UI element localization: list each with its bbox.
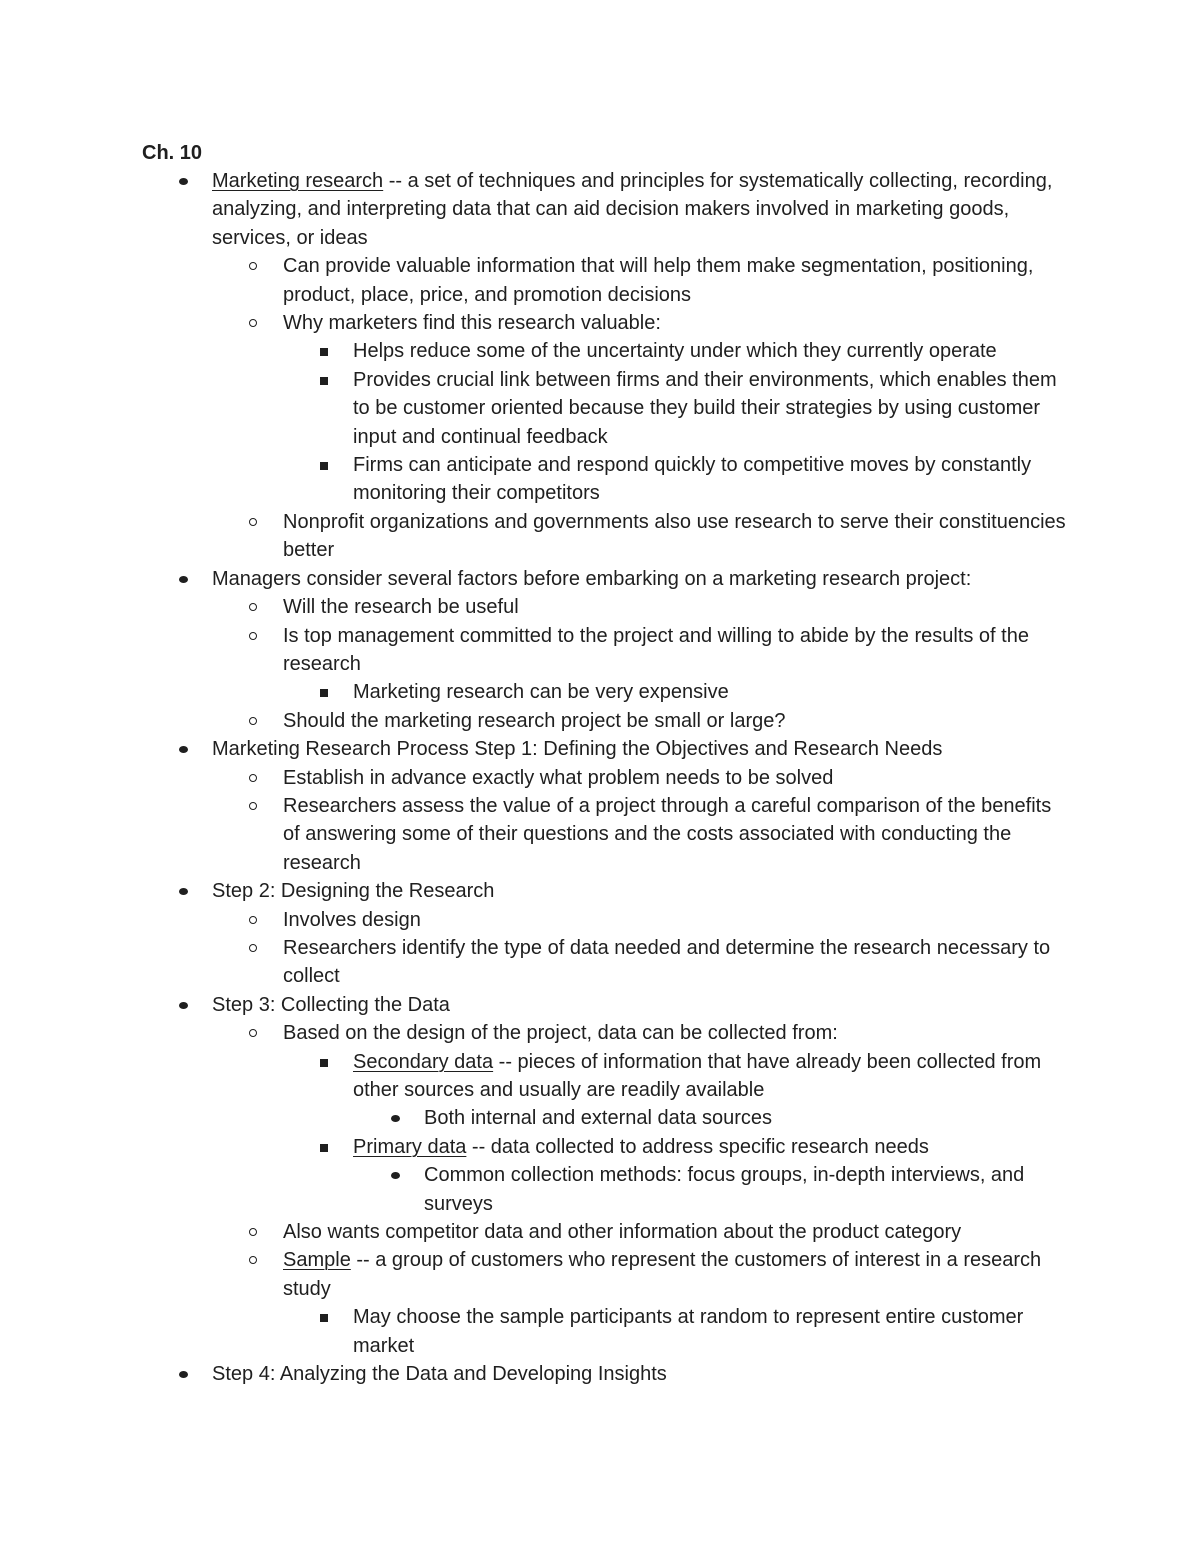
item-text: Provides crucial link between firms and their environments, which enables them to be customer oriented because they build their strategies by using customer input and continual feedback (353, 368, 1057, 448)
square-bullet-icon (320, 1144, 328, 1152)
item-text: Step 4: Analyzing the Data and Developing Insights (212, 1363, 667, 1386)
item-text: Common collection methods: focus groups, in-depth interviews, and surveys (424, 1164, 1025, 1215)
item-text: Should the marketing research project be small or large? (283, 709, 786, 732)
hollow-bullet-icon (249, 603, 257, 611)
term: Primary data (353, 1135, 467, 1158)
list-item (142, 565, 1072, 593)
item-text: -- a group of customers who represent the customers of interest in a research study (283, 1249, 1042, 1300)
item-text: Establish in advance exactly what problem needs to be solved (283, 766, 834, 789)
list-item (142, 991, 1072, 1019)
item-text: Researchers identify the type of data needed and determine the research necessary to collect (283, 936, 1051, 988)
notes-list (142, 167, 1072, 1388)
term: Sample (283, 1249, 351, 1272)
filled-bullet-icon (179, 888, 188, 895)
hollow-bullet-icon (249, 262, 257, 270)
item-text: Nonprofit organizations and governments also use research to serve their constituencies better (283, 510, 1066, 562)
list-item (142, 366, 1072, 451)
hollow-bullet-icon (249, 916, 257, 924)
list-item (142, 707, 1072, 735)
term: Secondary data (353, 1050, 494, 1073)
filled-bullet-icon (179, 746, 188, 753)
hollow-bullet-icon (249, 1228, 257, 1236)
list-item (142, 1019, 1072, 1047)
filled-bullet-icon (179, 576, 188, 583)
item-text: Marketing research can be very expensive (353, 681, 729, 704)
item-text: Also wants competitor data and other information about the product category (283, 1221, 962, 1244)
list-item (142, 508, 1072, 565)
list-item (142, 735, 1072, 763)
hollow-bullet-icon (249, 717, 257, 725)
list-item (142, 1360, 1072, 1388)
hollow-bullet-icon (249, 802, 257, 810)
list-item (142, 451, 1072, 508)
item-text: Based on the design of the project, data can be collected from: (283, 1022, 838, 1045)
list-item (142, 1048, 1072, 1105)
list-item (142, 877, 1072, 905)
hollow-bullet-icon (249, 1029, 257, 1037)
item-text: Marketing Research Process Step 1: Defining the Objectives and Research Needs (212, 738, 943, 761)
item-text: Can provide valuable information that will help them make segmentation, positioning, product, place, price, and promotion decisions (283, 255, 1034, 306)
item-text: Researchers assess the value of a project through a careful comparison of the benefits of answering some of their questions and the costs associated with conducting the research (283, 794, 1052, 874)
list-item (142, 167, 1072, 252)
chapter-heading: Ch. 10 (142, 142, 203, 164)
item-text: Both internal and external data sources (424, 1107, 772, 1130)
item-text: Managers consider several factors before embarking on a marketing research project: (212, 567, 972, 590)
filled-bullet-icon (391, 1172, 400, 1179)
item-text: Step 3: Collecting the Data (212, 993, 450, 1016)
hollow-bullet-icon (249, 774, 257, 782)
list-item (142, 252, 1072, 309)
list-item (142, 906, 1072, 934)
list-item (142, 1303, 1072, 1360)
list-item (142, 934, 1072, 991)
item-text: Is top management committed to the project and willing to abide by the results of the research (283, 624, 1029, 675)
list-item (142, 678, 1072, 706)
hollow-bullet-icon (249, 944, 257, 952)
hollow-bullet-icon (249, 518, 257, 526)
item-text: -- pieces of information that have already been collected from other sources and usually are readily available (353, 1050, 1042, 1101)
list-item (142, 1104, 1072, 1132)
filled-bullet-icon (179, 178, 188, 185)
item-text: Involves design (283, 908, 421, 931)
item-text: -- data collected to address specific research needs (466, 1135, 929, 1158)
item-text: Helps reduce some of the uncertainty under which they currently operate (353, 340, 997, 363)
filled-bullet-icon (179, 1371, 188, 1378)
list-item (142, 764, 1072, 792)
document-body (142, 139, 1072, 1388)
list-item (142, 593, 1072, 621)
hollow-bullet-icon (249, 319, 257, 327)
item-text: Will the research be useful (283, 596, 519, 619)
list-item (142, 792, 1072, 877)
list-item (142, 309, 1072, 337)
item-text: Firms can anticipate and respond quickly to competitive moves by constantly monitoring their competitors (353, 454, 1032, 505)
filled-bullet-icon (179, 1002, 188, 1009)
square-bullet-icon (320, 348, 328, 356)
square-bullet-icon (320, 1059, 328, 1067)
list-item (142, 1161, 1072, 1218)
filled-bullet-icon (391, 1115, 400, 1122)
list-item (142, 1133, 1072, 1161)
list-item (142, 1218, 1072, 1246)
item-text: May choose the sample participants at random to represent entire customer market (353, 1306, 1024, 1357)
term: Marketing research (212, 170, 384, 192)
square-bullet-icon (320, 1314, 328, 1322)
list-item (142, 337, 1072, 365)
item-text: -- a set of techniques and principles for systematically collecting, recording, analyzing, and interpreting data that can aid decision makers involved in marketing goods, services, or ideas (212, 170, 1053, 249)
list-item (142, 1246, 1072, 1303)
list-item (142, 622, 1072, 679)
square-bullet-icon (320, 377, 328, 385)
square-bullet-icon (320, 462, 328, 470)
item-text: Why marketers find this research valuable: (283, 312, 661, 335)
hollow-bullet-icon (249, 632, 257, 640)
hollow-bullet-icon (249, 1256, 257, 1264)
item-text: Step 2: Designing the Research (212, 880, 495, 903)
square-bullet-icon (320, 689, 328, 697)
